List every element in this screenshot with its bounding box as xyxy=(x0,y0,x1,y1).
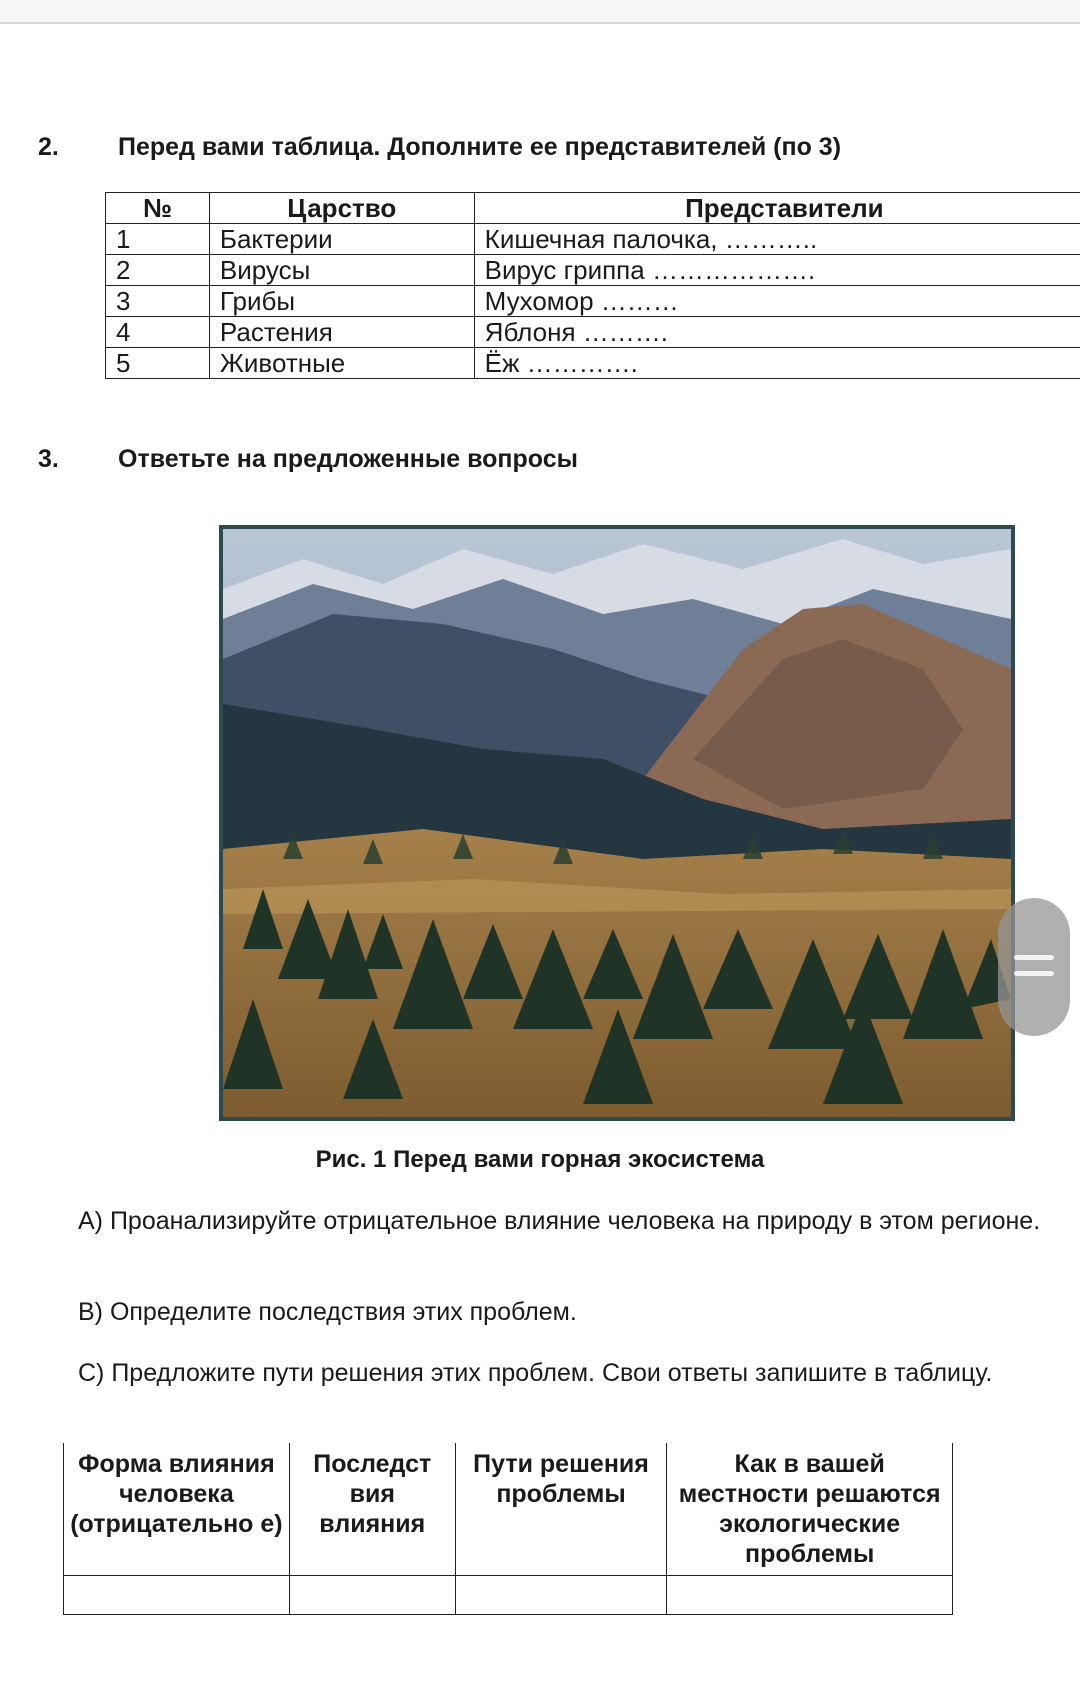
table-header-row xyxy=(106,193,1080,224)
row-representatives: Мухомор ……… xyxy=(474,286,1080,317)
task-c: С) Предложите пути решения этих проблем. Свои ответы запишите в таблицу. xyxy=(78,1359,993,1387)
question-3-number: 3. xyxy=(38,445,59,473)
header-local-solutions: Как в вашей местности решаются экологические проблемы xyxy=(667,1443,953,1576)
answer-cell[interactable] xyxy=(455,1576,667,1615)
question-2-number: 2. xyxy=(38,133,59,161)
mountain-ecosystem-photo xyxy=(219,525,1015,1121)
answers-header-row xyxy=(64,1443,953,1576)
task-b: В) Определите последствия этих проблем. xyxy=(78,1298,577,1326)
row-kingdom: Растения xyxy=(209,317,474,348)
task-a: А) Проанализируйте отрицательное влияние человека на природу в этом регионе. xyxy=(78,1207,1041,1235)
answers-table xyxy=(63,1443,953,1615)
answer-cell[interactable] xyxy=(667,1576,953,1615)
row-number: 4 xyxy=(106,317,210,348)
scroll-handle[interactable] xyxy=(998,898,1070,1036)
header-number: № xyxy=(106,193,210,224)
row-number: 3 xyxy=(106,286,210,317)
header-representatives: Представители xyxy=(474,193,1080,224)
table-row xyxy=(106,317,1080,348)
table-row xyxy=(106,286,1080,317)
row-representatives: Вирус гриппа ………………. xyxy=(474,255,1080,286)
row-kingdom: Бактерии xyxy=(209,224,474,255)
row-number: 2 xyxy=(106,255,210,286)
top-bar xyxy=(0,0,1080,24)
row-representatives: Ёж …………. xyxy=(474,348,1080,379)
answer-cell[interactable] xyxy=(289,1576,455,1615)
header-consequences: Последст вия влияния xyxy=(289,1443,455,1576)
header-impact-form: Форма влияния человека (отрицательно е) xyxy=(64,1443,290,1576)
handle-line-icon xyxy=(1014,971,1054,976)
question-2-title: Перед вами таблица. Дополните ее представителей (по 3) xyxy=(118,133,842,161)
row-number: 5 xyxy=(106,348,210,379)
row-kingdom: Вирусы xyxy=(209,255,474,286)
table-row xyxy=(106,224,1080,255)
answer-cell[interactable] xyxy=(64,1576,290,1615)
handle-line-icon xyxy=(1014,955,1054,960)
row-kingdom: Животные xyxy=(209,348,474,379)
row-representatives: Яблоня ………. xyxy=(474,317,1080,348)
table-row xyxy=(106,348,1080,379)
answers-empty-row xyxy=(64,1576,953,1615)
header-solutions: Пути решения проблемы xyxy=(455,1443,667,1576)
question-3-title: Ответьте на предложенные вопросы xyxy=(118,445,578,473)
kingdoms-table xyxy=(105,192,1080,379)
header-kingdom: Царство xyxy=(209,193,474,224)
row-representatives: Кишечная палочка, ……….. xyxy=(474,224,1080,255)
table-row xyxy=(106,255,1080,286)
row-kingdom: Грибы xyxy=(209,286,474,317)
figure-caption: Рис. 1 Перед вами горная экосистема xyxy=(315,1146,765,1173)
row-number: 1 xyxy=(106,224,210,255)
